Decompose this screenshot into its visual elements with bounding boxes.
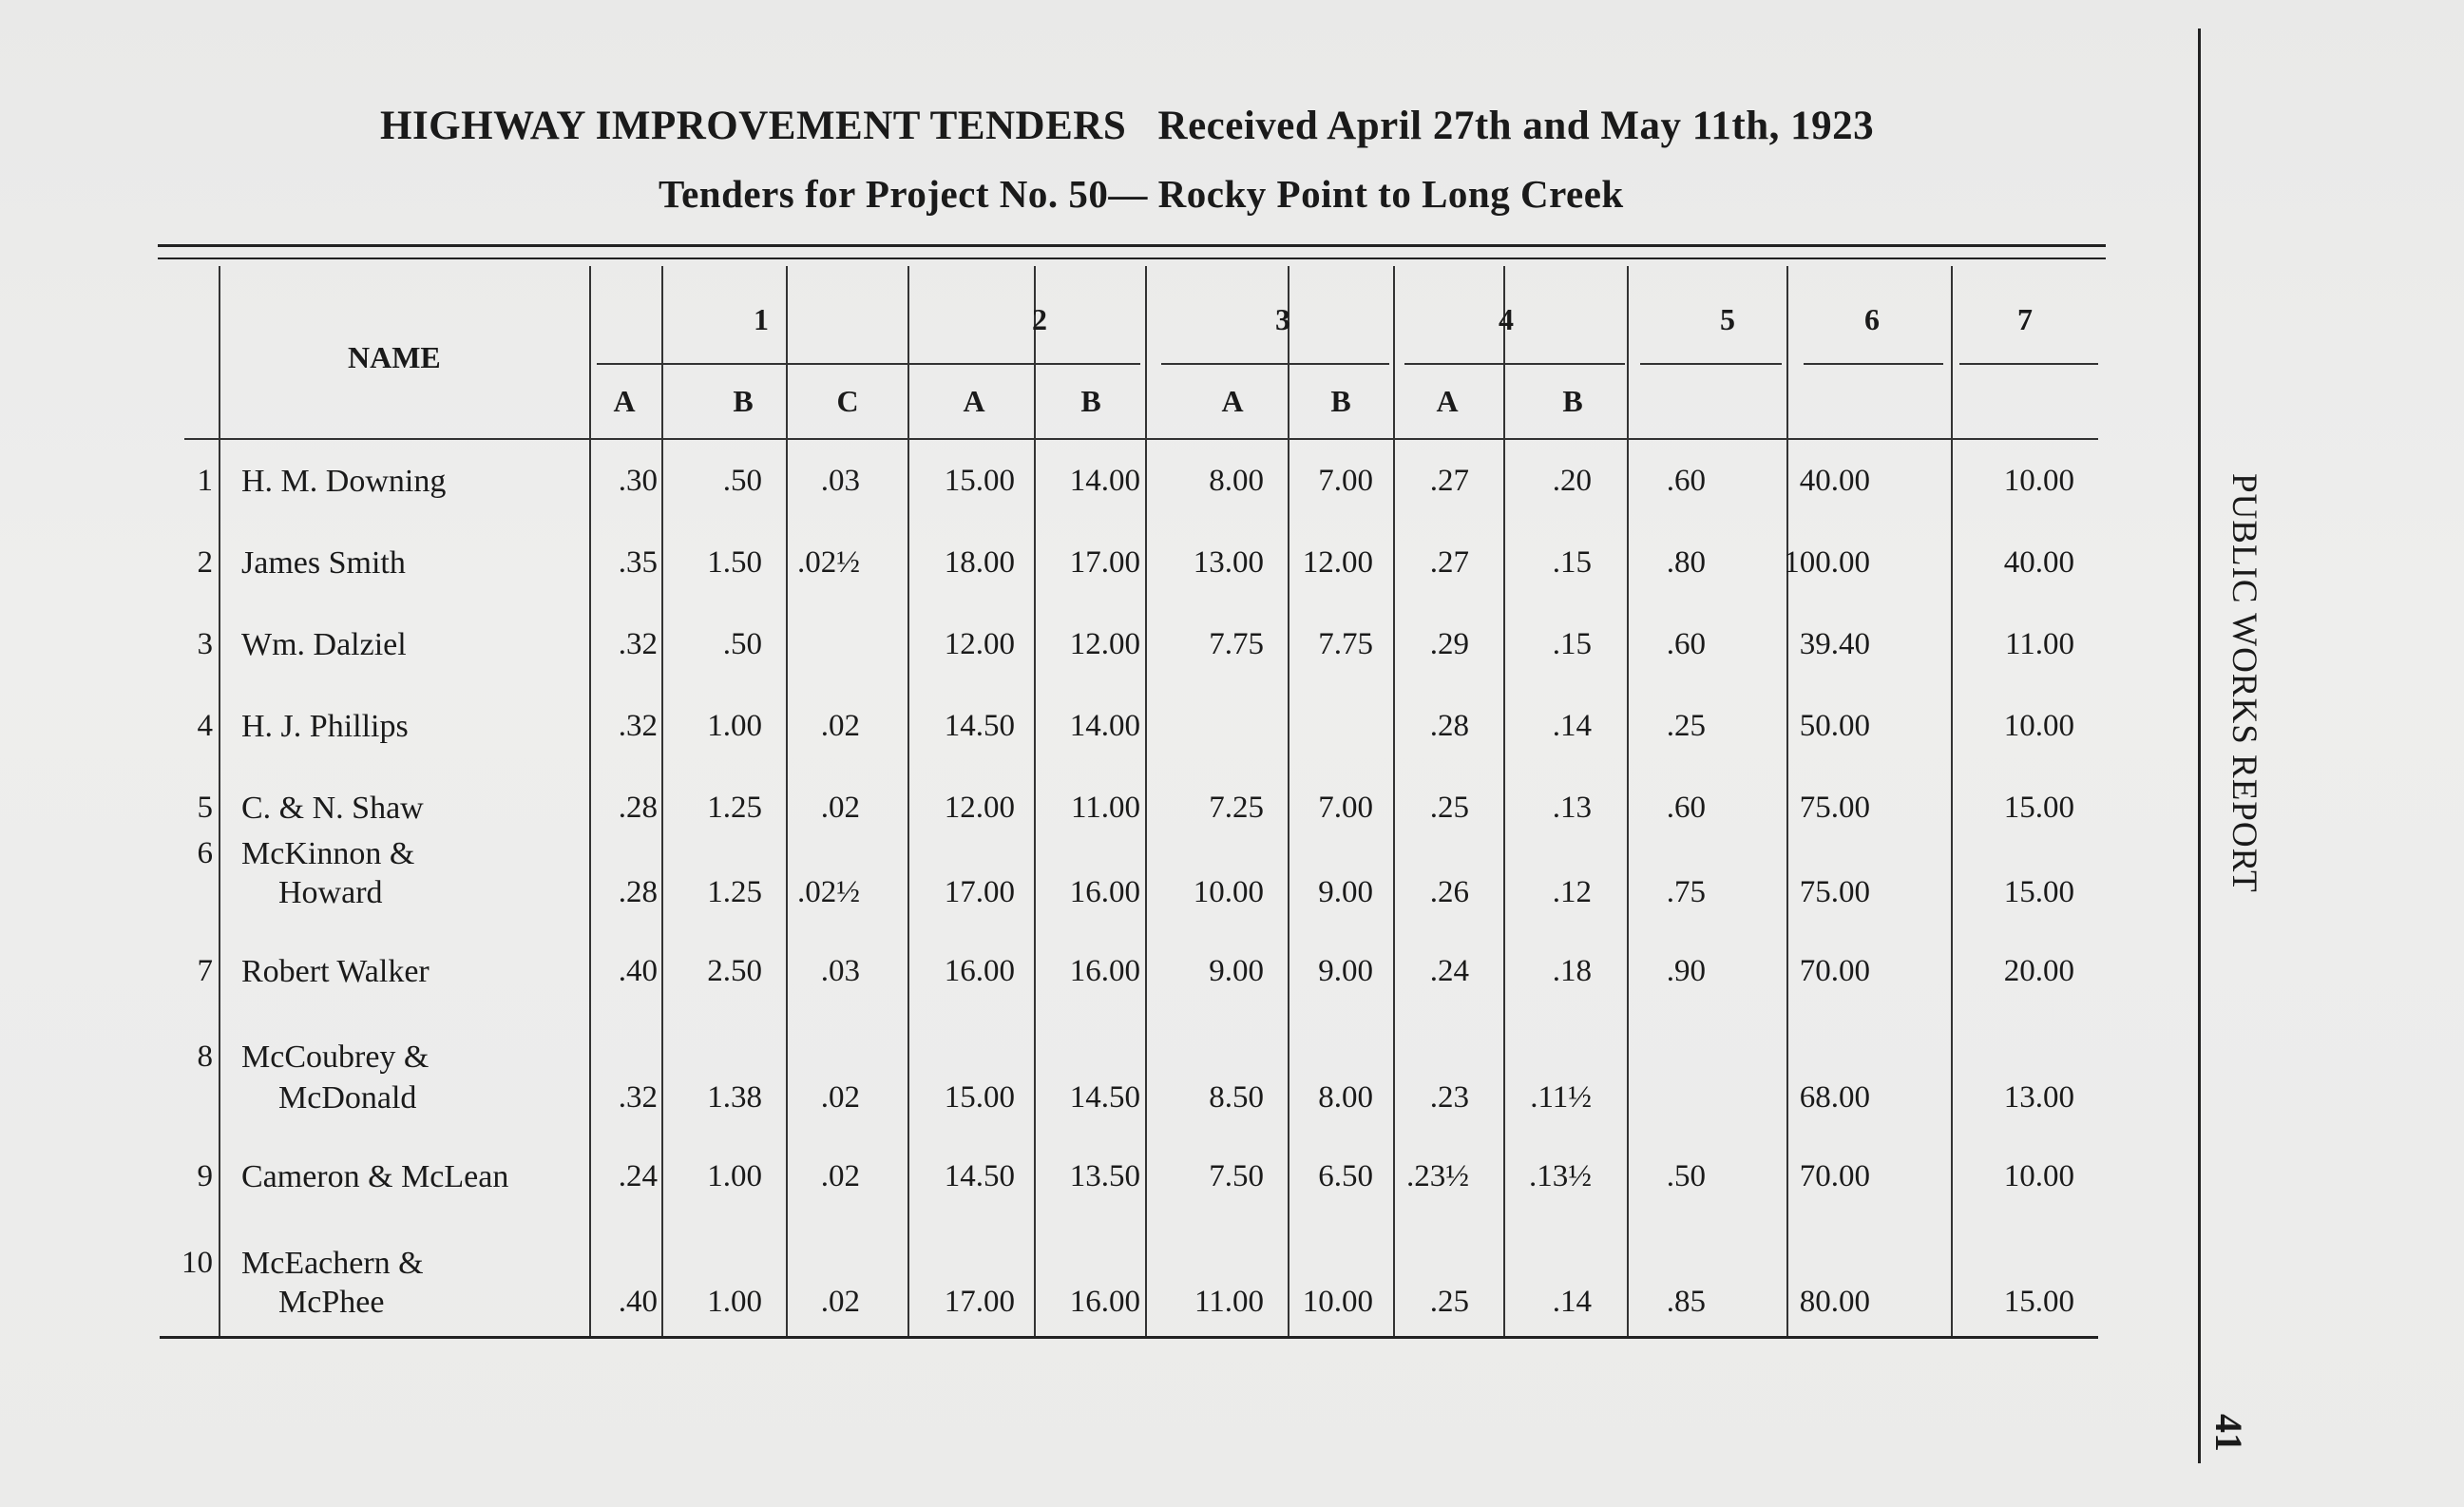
group-header-1: 1 bbox=[754, 302, 769, 336]
subheader-c: C bbox=[836, 384, 859, 418]
tender-value: 13.00 bbox=[2003, 1080, 2074, 1115]
tender-value: .02 bbox=[820, 791, 860, 825]
tender-value: .60 bbox=[1666, 627, 1706, 661]
tender-value: .32 bbox=[618, 627, 658, 661]
tender-value: 70.00 bbox=[1799, 1159, 1870, 1193]
tender-value: 15.00 bbox=[944, 464, 1015, 498]
tender-value: .02 bbox=[820, 709, 860, 743]
tender-value: 10.00 bbox=[2003, 709, 2074, 743]
tender-value: 7.50 bbox=[1209, 1159, 1264, 1193]
tender-value: 9.00 bbox=[1318, 875, 1373, 909]
tender-value: 50.00 bbox=[1799, 709, 1870, 743]
tender-value: 18.00 bbox=[944, 545, 1015, 580]
tender-value: 16.00 bbox=[1069, 954, 1140, 988]
tender-value: 16.00 bbox=[1069, 1285, 1140, 1319]
tender-value: .50 bbox=[1666, 1159, 1706, 1193]
subheader-a: A bbox=[1436, 384, 1459, 418]
tender-value: 12.00 bbox=[944, 791, 1015, 825]
row-number: 9 bbox=[197, 1159, 213, 1193]
tender-value: .14 bbox=[1552, 1285, 1592, 1319]
tender-value: .02 bbox=[820, 1080, 860, 1115]
bidder-name: Wm. Dalziel bbox=[241, 627, 407, 662]
subheader-rule bbox=[184, 438, 2098, 440]
tender-value: 12.00 bbox=[1069, 627, 1140, 661]
tender-value: 15.00 bbox=[944, 1080, 1015, 1115]
group-header-rule bbox=[1959, 363, 2098, 365]
tender-value: .20 bbox=[1552, 464, 1592, 498]
tender-value: .40 bbox=[618, 954, 658, 988]
tender-value: 70.00 bbox=[1799, 954, 1870, 988]
tender-value: 1.25 bbox=[707, 875, 762, 909]
tender-value: .90 bbox=[1666, 954, 1706, 988]
tender-value: 2.50 bbox=[707, 954, 762, 988]
page-subtitle: Tenders for Project No. 50— Rocky Point to Long Creek bbox=[659, 172, 1624, 216]
tender-value: .02½ bbox=[797, 545, 860, 580]
tender-value: .26 bbox=[1429, 875, 1469, 909]
tender-value: .13 bbox=[1552, 791, 1592, 825]
tender-value: 11.00 bbox=[2004, 627, 2074, 661]
group-header-rule bbox=[1640, 363, 1782, 365]
tender-value: 100.00 bbox=[1784, 545, 1870, 580]
tender-value: .30 bbox=[618, 464, 658, 498]
tender-value: 1.00 bbox=[707, 1159, 762, 1193]
bidder-name: Cameron & McLean bbox=[241, 1159, 509, 1194]
tender-value: .32 bbox=[618, 1080, 658, 1115]
bidder-name-line1: McEachern & bbox=[241, 1246, 424, 1281]
subheader-a: A bbox=[1221, 384, 1244, 418]
tender-value: .85 bbox=[1666, 1285, 1706, 1319]
tender-value: .25 bbox=[1666, 709, 1706, 743]
tender-value: 8.00 bbox=[1318, 1080, 1373, 1115]
column-divider bbox=[219, 266, 220, 1336]
tender-value: 39.40 bbox=[1799, 627, 1870, 661]
bidder-name: James Smith bbox=[241, 545, 406, 581]
tender-value: 20.00 bbox=[2003, 954, 2074, 988]
tender-value: .14 bbox=[1552, 709, 1592, 743]
tender-value: .25 bbox=[1429, 1285, 1469, 1319]
tender-value: 1.00 bbox=[707, 1285, 762, 1319]
tender-value: 10.00 bbox=[2003, 464, 2074, 498]
tender-value: 40.00 bbox=[2003, 545, 2074, 580]
tender-value: .28 bbox=[1429, 709, 1469, 743]
tender-value: 15.00 bbox=[2003, 875, 2074, 909]
tender-value: .15 bbox=[1552, 545, 1592, 580]
bidder-name-text: McPhee bbox=[278, 1285, 385, 1320]
tender-value: 75.00 bbox=[1799, 791, 1870, 825]
bidder-name-line2 bbox=[278, 875, 383, 911]
tender-value: 68.00 bbox=[1799, 1080, 1870, 1115]
tender-value: 1.50 bbox=[707, 545, 762, 580]
tender-value: 7.00 bbox=[1318, 791, 1373, 825]
bidder-name-text: Howard bbox=[278, 875, 383, 910]
tender-value: .35 bbox=[618, 545, 658, 580]
tender-value: 15.00 bbox=[2003, 1285, 2074, 1319]
tender-value: 6.50 bbox=[1318, 1159, 1373, 1193]
subheader-b: B bbox=[1080, 384, 1101, 418]
bidder-name: C. & N. Shaw bbox=[241, 791, 424, 826]
row-number: 3 bbox=[197, 627, 213, 661]
bidder-name: Robert Walker bbox=[241, 954, 430, 989]
row-number: 8 bbox=[197, 1040, 213, 1074]
tender-value: .02 bbox=[820, 1159, 860, 1193]
bidder-name: H. M. Downing bbox=[241, 464, 447, 499]
group-header-3: 3 bbox=[1275, 302, 1290, 336]
tender-value: .40 bbox=[618, 1285, 658, 1319]
tender-value: 17.00 bbox=[1069, 545, 1140, 580]
group-header-4: 4 bbox=[1499, 302, 1514, 336]
tender-value: 14.50 bbox=[944, 709, 1015, 743]
bottom-rule bbox=[160, 1336, 2098, 1339]
tender-value: .13½ bbox=[1529, 1159, 1592, 1193]
row-number: 5 bbox=[197, 791, 213, 825]
tender-value: .24 bbox=[618, 1159, 658, 1193]
row-number: 10 bbox=[181, 1246, 213, 1280]
title-part-1: HIGHWAY IMPROVEMENT TENDERS bbox=[380, 104, 1127, 148]
tender-value: 17.00 bbox=[944, 875, 1015, 909]
top-double-rule bbox=[158, 244, 2106, 259]
subheader-b: B bbox=[1562, 384, 1583, 418]
tender-value: 80.00 bbox=[1799, 1285, 1870, 1319]
bidder-name-line1: McCoubrey & bbox=[241, 1040, 430, 1075]
tender-value: 9.00 bbox=[1209, 954, 1264, 988]
tender-value: 14.50 bbox=[944, 1159, 1015, 1193]
title-part-2: Received April 27th and May 11th, 1923 bbox=[1157, 104, 1875, 148]
tender-value: .29 bbox=[1429, 627, 1469, 661]
tender-value: 15.00 bbox=[2003, 791, 2074, 825]
group-header-rule bbox=[1161, 363, 1389, 365]
tender-value: 10.00 bbox=[1193, 875, 1264, 909]
tender-value: 7.75 bbox=[1318, 627, 1373, 661]
name-column-header: NAME bbox=[348, 340, 441, 374]
row-number: 7 bbox=[197, 954, 213, 988]
tender-value: .03 bbox=[820, 464, 860, 498]
tender-value: .23½ bbox=[1406, 1159, 1469, 1193]
tender-value: 14.00 bbox=[1069, 464, 1140, 498]
tender-value: 12.00 bbox=[944, 627, 1015, 661]
bidder-name-text: McDonald bbox=[278, 1080, 417, 1116]
tender-value: 16.00 bbox=[944, 954, 1015, 988]
tender-value: 8.50 bbox=[1209, 1080, 1264, 1115]
margin-rule bbox=[2198, 29, 2201, 1463]
tender-value: 8.00 bbox=[1209, 464, 1264, 498]
tender-value: .50 bbox=[722, 627, 762, 661]
subheader-b: B bbox=[1330, 384, 1351, 418]
tender-value: .02 bbox=[820, 1285, 860, 1319]
group-header-7: 7 bbox=[2017, 302, 2033, 336]
tender-value: 17.00 bbox=[944, 1285, 1015, 1319]
tender-value: .02½ bbox=[797, 875, 860, 909]
tender-value: .28 bbox=[618, 875, 658, 909]
tender-value: 10.00 bbox=[2003, 1159, 2074, 1193]
tender-value: .23 bbox=[1429, 1080, 1469, 1115]
group-header-rule bbox=[1404, 363, 1625, 365]
group-header-5: 5 bbox=[1720, 302, 1735, 336]
group-header-rule bbox=[1804, 363, 1943, 365]
tender-value: .32 bbox=[618, 709, 658, 743]
tender-value: .80 bbox=[1666, 545, 1706, 580]
tender-value: .75 bbox=[1666, 875, 1706, 909]
tender-value: 1.38 bbox=[707, 1080, 762, 1115]
tender-value: 75.00 bbox=[1799, 875, 1870, 909]
tender-value: 1.00 bbox=[707, 709, 762, 743]
row-number: 6 bbox=[197, 836, 213, 870]
row-number: 4 bbox=[197, 709, 213, 743]
tender-value: .15 bbox=[1552, 627, 1592, 661]
row-number: 2 bbox=[197, 545, 213, 580]
tender-value: .24 bbox=[1429, 954, 1469, 988]
subheader-a: A bbox=[613, 384, 636, 418]
tender-value: 1.25 bbox=[707, 791, 762, 825]
tender-value: .03 bbox=[820, 954, 860, 988]
tender-value: 9.00 bbox=[1318, 954, 1373, 988]
bidder-name: H. J. Phillips bbox=[241, 709, 409, 744]
page-number: 41 bbox=[2207, 1414, 2250, 1452]
tender-value: 13.50 bbox=[1069, 1159, 1140, 1193]
group-header-2: 2 bbox=[1032, 302, 1047, 336]
bidder-name-line2 bbox=[278, 1080, 416, 1116]
tender-value: .28 bbox=[618, 791, 658, 825]
tender-value: 16.00 bbox=[1069, 875, 1140, 909]
tender-value: 7.75 bbox=[1209, 627, 1264, 661]
tender-value: .27 bbox=[1429, 464, 1469, 498]
row-number: 1 bbox=[197, 464, 213, 498]
tender-value: .12 bbox=[1552, 875, 1592, 909]
tender-value: 13.00 bbox=[1193, 545, 1264, 580]
tender-value: 10.00 bbox=[1302, 1285, 1373, 1319]
subheader-b: B bbox=[733, 384, 754, 418]
tender-value: .11½ bbox=[1530, 1080, 1592, 1115]
subheader-a: A bbox=[963, 384, 985, 418]
tender-value: 7.00 bbox=[1318, 464, 1373, 498]
tender-value: .50 bbox=[722, 464, 762, 498]
group-header-rule bbox=[916, 363, 1140, 365]
page-title bbox=[380, 103, 1874, 149]
bidder-name-line1: McKinnon & bbox=[241, 836, 415, 871]
group-header-6: 6 bbox=[1864, 302, 1880, 336]
tender-value: 14.00 bbox=[1069, 709, 1140, 743]
tender-value: 11.00 bbox=[1194, 1285, 1264, 1319]
tender-value: .27 bbox=[1429, 545, 1469, 580]
tender-value: 11.00 bbox=[1070, 791, 1140, 825]
running-head: PUBLIC WORKS REPORT bbox=[2225, 473, 2263, 893]
tender-value: 40.00 bbox=[1799, 464, 1870, 498]
tender-value: 12.00 bbox=[1302, 545, 1373, 580]
tender-value: .25 bbox=[1429, 791, 1469, 825]
tender-value: .60 bbox=[1666, 791, 1706, 825]
tender-value: 7.25 bbox=[1209, 791, 1264, 825]
tender-value: .60 bbox=[1666, 464, 1706, 498]
bidder-name-line2 bbox=[278, 1285, 384, 1321]
tender-value: 14.50 bbox=[1069, 1080, 1140, 1115]
tender-value: .18 bbox=[1552, 954, 1592, 988]
